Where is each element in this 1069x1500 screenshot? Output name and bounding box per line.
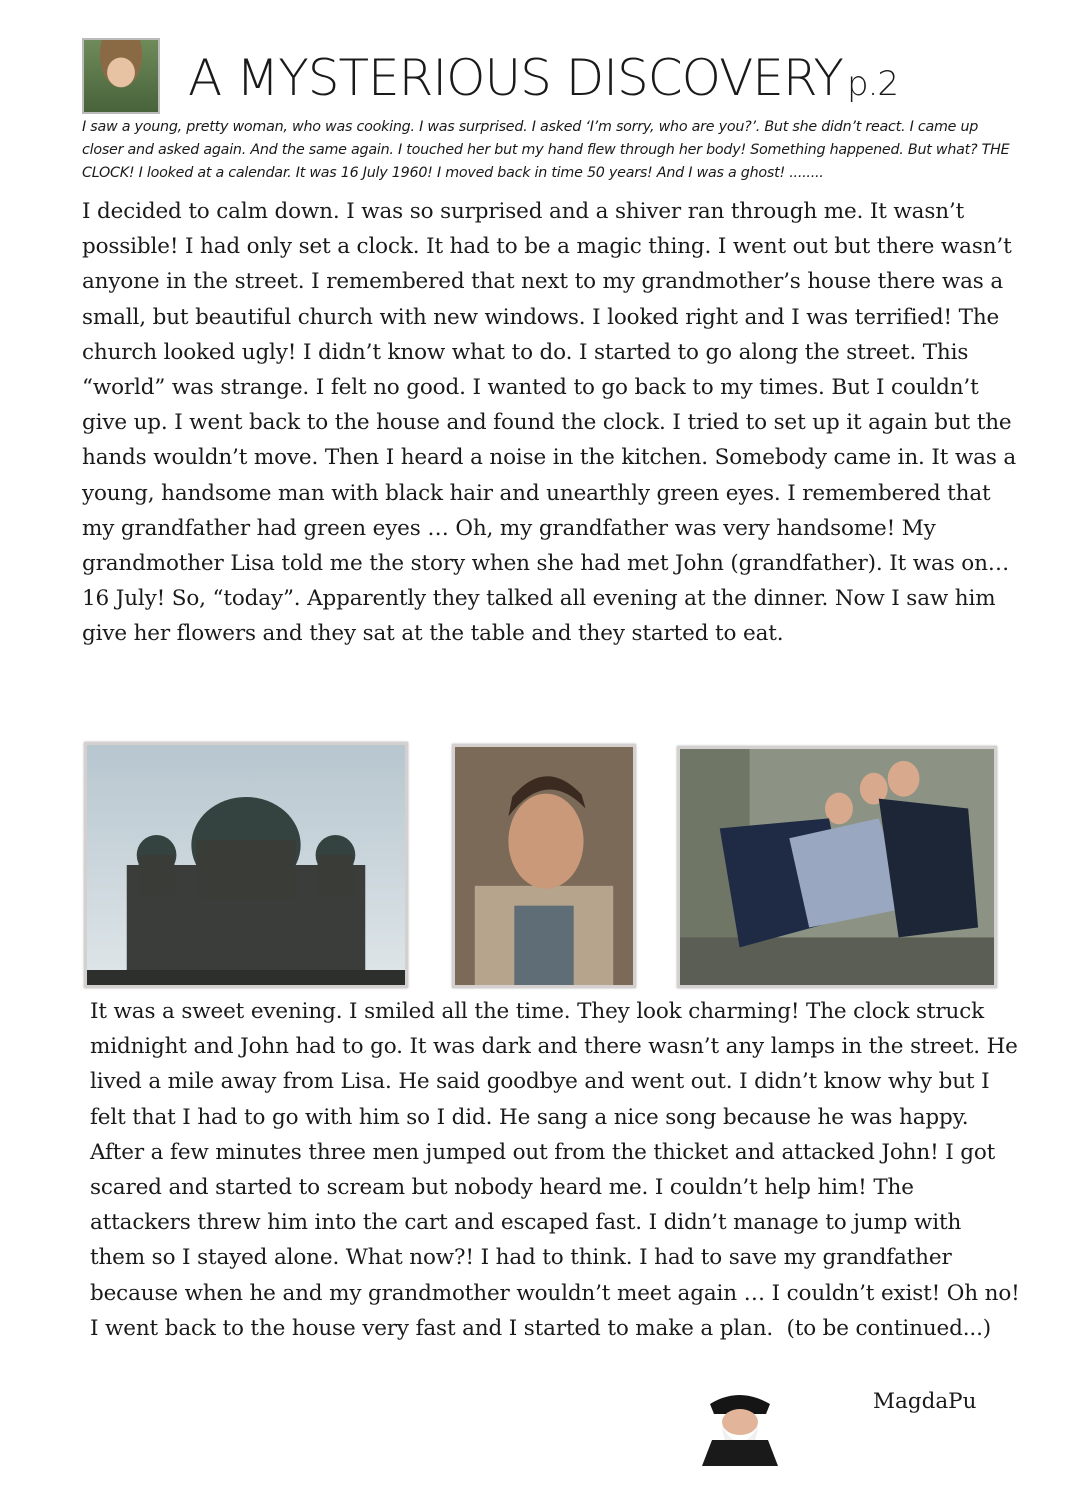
title-main: A MYSTERIOUS DISCOVERY	[188, 49, 843, 107]
attack-photo	[677, 746, 997, 988]
story-paragraph-2	[90, 994, 1020, 1346]
paragraph-2-text: It was a sweet evening. I smiled all the time. They look charming! The clock struck midnight and John had to go. It was dark and there wasn’t any lamps in the street. He lived a mile away from Lisa. He said goodbye and went out. I didn’t know why but I felt that I had to go with him so I did. He sang a nice song because he was happy. After a few minutes three men jumped out from the thicket and attacked John! I got scared and started to scream but nobody heard me. I couldn’t help him! The attackers threw him into the cart and escaped fast. I didn’t manage to jump with them so I stayed alone. What now?! I had to think. I had to save my grandfather because when he and my grandmother wouldn’t meet again … I couldn’t exist! Oh no! I went back to the house very fast and I started to make a plan.	[90, 999, 1020, 1341]
old-man-photo	[692, 1392, 787, 1466]
story-paragraph-1: I decided to calm down. I was so surprised and a shiver ran through me. It wasn’t possible! I had only set a clock. It had to be a magic thing. I went out but there wasn’t anyone in the street. I remembered that next to my grandmother’s house there was a small, but beautiful church with new windows. I looked right and I was terrified! The church looked ugly! I didn’t know what to do. I started to go along the street. This “world” was strange. I felt no good. I wanted to go back to my times. But I couldn’t give up. I went back to the house and found the clock. I tried to set up it again but the hands wouldn’t move. Then I heard a noise in the kitchen. Somebody came in. It was a young, handsome man with black hair and unearthly green eyes. I remembered that my grandfather had green eyes … Oh, my grandfather was very handsome! My grandmother Lisa told me the story when she had met John (grandfather). It was on… 16 July! So, “today”. Apparently they talked all evening at the dinner. Now I saw him give her flowers and they sat at the table and they started to eat.	[82, 199, 1017, 647]
to-be-continued-note: (to be continued...)	[786, 1315, 992, 1341]
author-avatar-photo	[82, 38, 160, 114]
title-page-number: p.2	[846, 64, 899, 104]
author-name: MagdaPu	[873, 1389, 977, 1414]
church-photo	[84, 742, 408, 988]
handsome-man-photo	[452, 744, 636, 988]
worksheet-title	[188, 42, 1028, 114]
story-recap: I saw a young, pretty woman, who was cooking. I was surprised. I asked ‘I’m sorry, who are you?’. But she didn’t react. I came up closer and asked again. And the same again. I touched her but my hand flew through her body! Something happened. But what? THE CLOCK! I looked at a calendar. It was 16 July 1960! I moved back in time 50 years! And I was a ghost! ........	[82, 119, 1010, 181]
